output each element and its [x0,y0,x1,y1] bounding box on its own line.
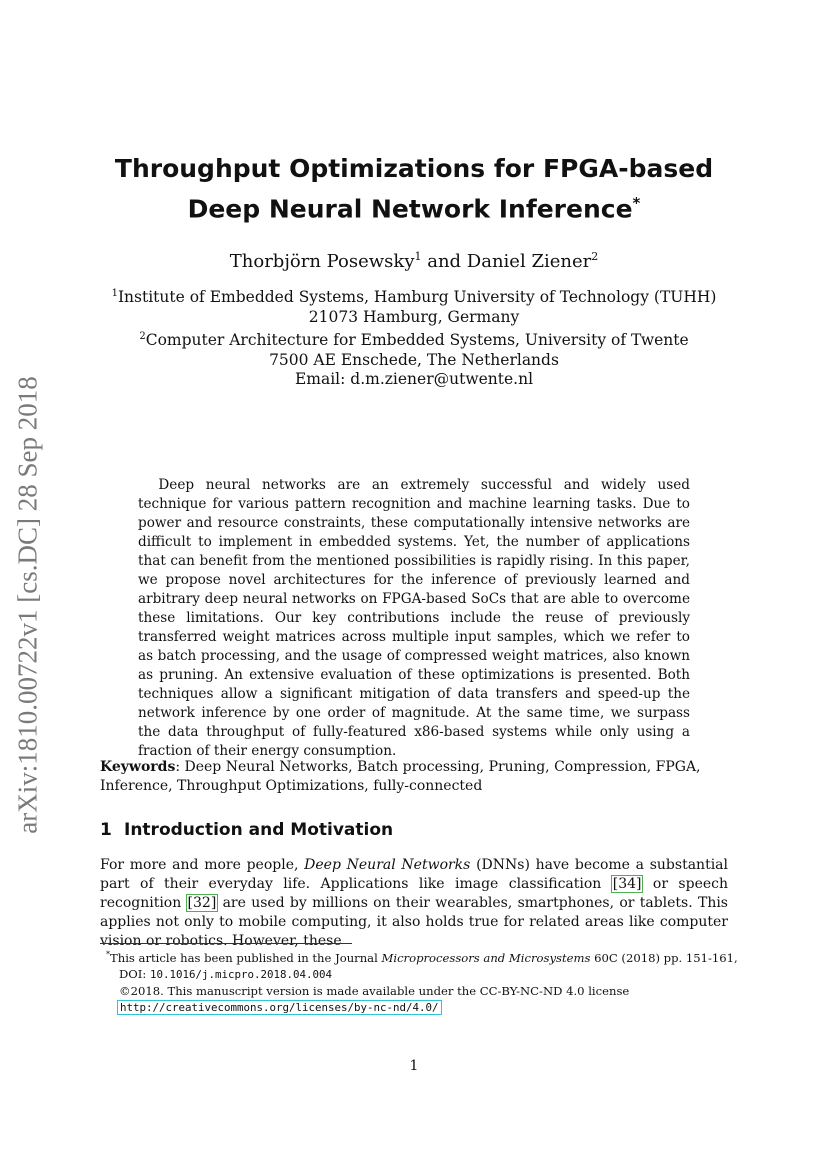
footnote-text-b: 60C (2018) pp. 151-161, [590,950,738,965]
affiliation-2-sup: 2 [139,331,146,343]
title-line-1: Throughput Optimizations for FPGA-based [114,154,714,183]
intro-text [100,856,728,951]
affiliation-2-city: 7500 AE Enschede, The Netherlands [269,350,559,369]
intro-part-b: (DNNs) have become a substantial part of their everyday life. Applications like image classification [100,857,728,892]
author-1: Thorbjörn Posewsky [229,251,415,272]
page-number: 1 [409,1058,419,1074]
affiliation-1-text: Institute of Embedded Systems, Hamburg University of Technology (TUHH) [117,288,717,307]
affiliation-1-city: 21073 Hamburg, Germany [308,307,520,326]
keywords-text: : Deep Neural Networks, Batch processing, Pruning, Compression, FPGA, Inference, Throughput Optimizations, fully-connected [100,759,701,794]
affiliations [100,284,728,390]
keywords [100,758,728,796]
intro-part-d: are used by millions on their wearables, smartphones, or tablets. This applies not only to mobile computing, it also holds true for related areas like computer vision or robotics. However, these [100,895,728,949]
section-number: 1 [100,820,112,840]
author-and: and [421,251,467,272]
footnote-doi [100,966,728,983]
section-title: Introduction and Motivation [124,820,394,840]
affiliation-2 [100,327,728,351]
footnote-journal: Microprocessors and Microsystems [381,950,591,965]
footnote-mark: * [106,950,110,959]
affiliation-1-sup: 1 [111,288,118,299]
paper-title [100,152,728,226]
abstract-text: Deep neural networks are an extremely successful and widely used technique for various pattern recognition and machine learning tasks. Due to power and resource constraints, these computationally intensive networks are difficult to implement in embedded systems. Yet, the number of applications that can benefit from the mentioned possibilities is rapidly rising. In this paper, we propose novel architectures for the inference of previously learned and arbitrary deep neural networks on FPGA-based SoCs that are able to overcome these limitations. Our key contributions include the reuse of previously transferred weight matrices across multiple input samples, which we refer to as batch processing, and the usage of compressed weight matrices, also known as pruning. An extensive evaluation of these optimizations is presented. Both techniques allow a significant mitigation of data transfers and speed-up the network inference by one order of magnitude. At the same time, we surpass the data throughput of fully-featured x86-based systems while only using a fraction of their energy consumption. [138,477,690,759]
author-2: Daniel Ziener [466,251,592,272]
intro-paragraph [100,856,728,951]
keywords-label: Keywords [100,759,176,775]
footnote-rule [100,943,352,944]
title-line-2-text: Deep Neural Network Inference [187,194,633,224]
footnote-doi-value: 10.1016/j.micpro.2018.04.004 [149,967,332,981]
affiliation-1 [100,284,728,308]
footnote-text-a: This article has been published in the Journal [110,950,382,965]
intro-part-a: For more and more people, [100,857,305,873]
citation-link-32[interactable]: [32] [187,895,217,911]
footnote-copyright: ©2018. This manuscript version is made available under the CC-BY-NC-ND 4.0 license [119,983,630,998]
footnote-line-1 [100,947,738,966]
author-1-sup: 1 [414,250,422,263]
title-footnote-mark: * [632,194,641,212]
footnote-doi-label: DOI: [119,966,150,981]
author-2-sup: 2 [591,250,599,263]
arxiv-sidebar [10,360,46,850]
license-url-link[interactable]: http://creativecommons.org/licenses/by-nc-nd/4.0/ [120,1000,439,1014]
section-heading [100,820,393,840]
title-line-2 [100,186,728,226]
arxiv-identifier: arXiv:1810.00722v1 [cs.DC] 28 Sep 2018 [12,376,43,834]
intro-part-c: or speech recognition [100,876,728,911]
affiliation-2-text: Computer Architecture for Embedded Systems, University of Twente [145,331,689,350]
abstract [138,476,690,761]
citation-link-34[interactable]: [34] [612,876,642,892]
author-list [100,245,728,274]
footnote-url-line [100,999,728,1016]
contact-email: Email: d.m.ziener@utwente.nl [294,370,534,389]
footnote [100,947,738,1016]
intro-emphasis: Deep Neural Networks [304,857,471,873]
